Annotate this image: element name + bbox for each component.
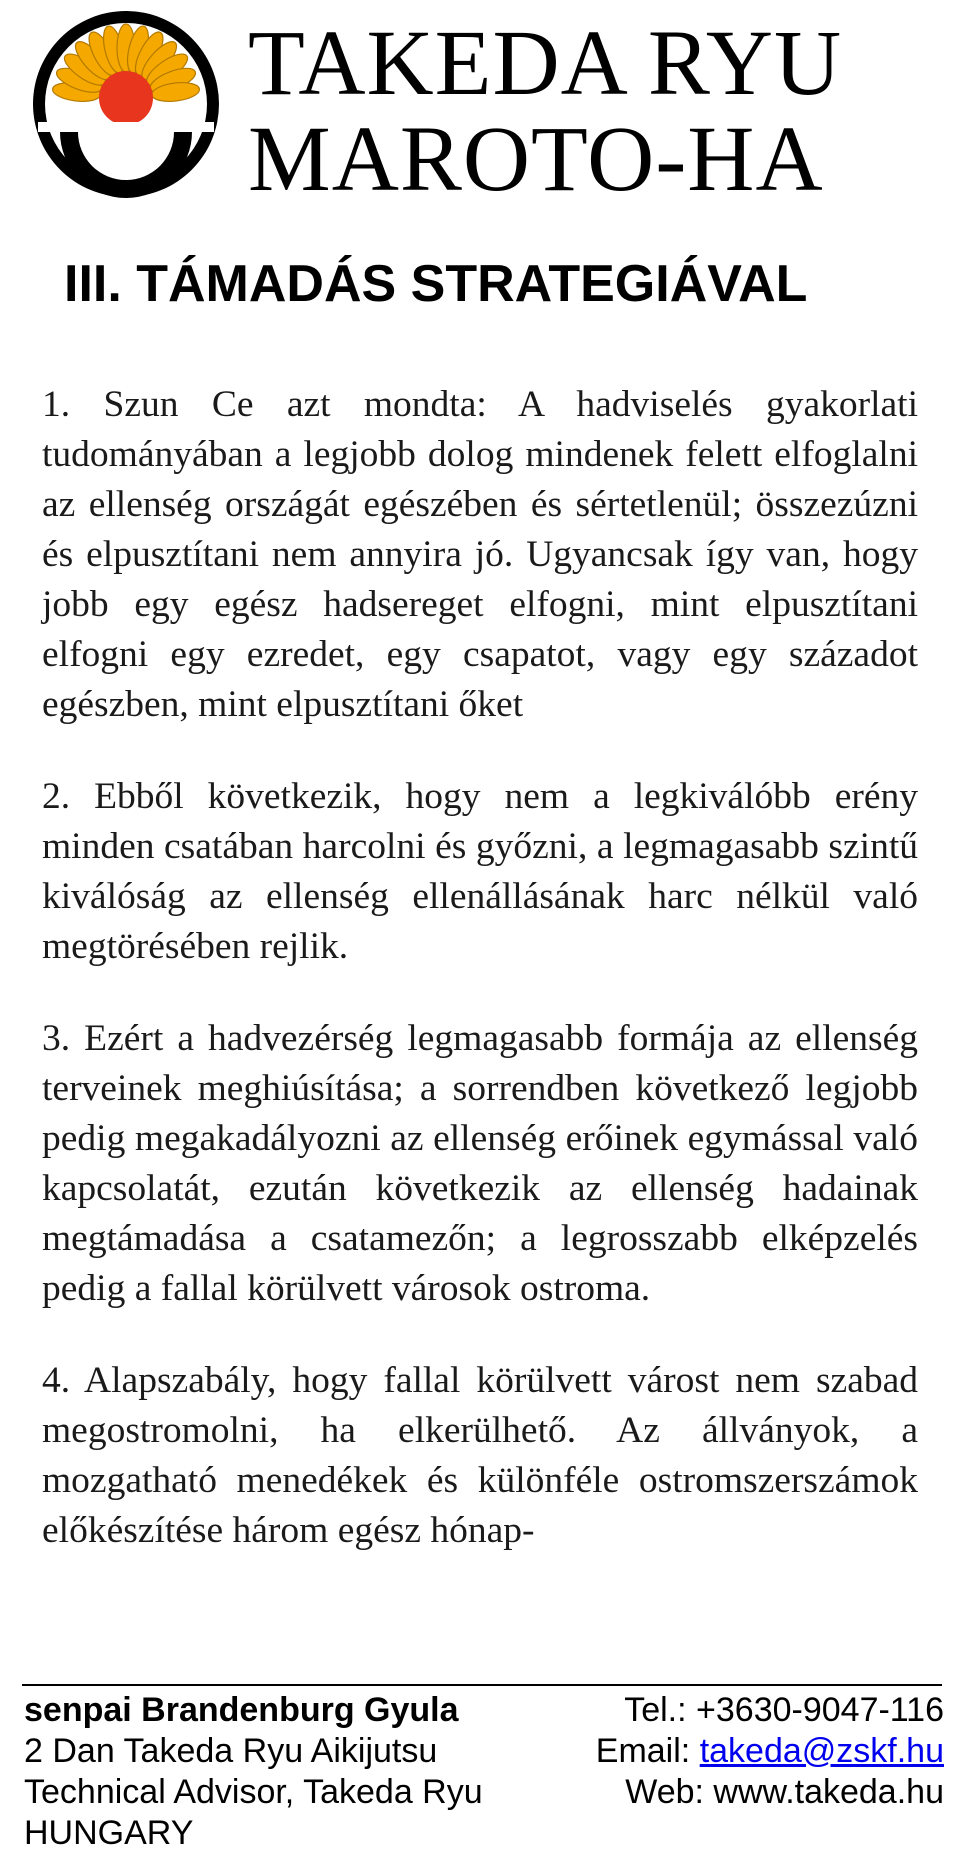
footer-contact-info: [596, 1690, 944, 1813]
page-header: [30, 8, 930, 211]
takeda-ryu-crest-icon: [30, 8, 222, 200]
footer-name: senpai Brandenburg Gyula: [24, 1691, 459, 1729]
brand-title-line2: MAROTO-HA: [248, 108, 824, 211]
body-text: [42, 380, 918, 1598]
footer-country: HUNGARY: [24, 1814, 194, 1852]
footer-role: Technical Advisor, Takeda Ryu: [24, 1773, 483, 1811]
footer-divider: [22, 1684, 942, 1686]
footer-email-link[interactable]: takeda@zskf.hu: [699, 1732, 944, 1770]
paragraph-2: 2. Ebből következik, hogy nem a legkiválóbb erény minden csatában harcolni és győzni, a legmagasabb szintű kiválóság az ellenség ellenállásának harc nélkül való megtörésében rejlik.: [42, 776, 918, 967]
footer-rank: 2 Dan Takeda Ryu Aikijutsu: [24, 1732, 438, 1770]
footer-tel: Tel.: +3630-9047-116: [624, 1691, 944, 1729]
footer-email-row: [596, 1731, 944, 1772]
paragraph-3: 3. Ezért a hadvezérség legmagasabb formája az ellenség terveinek meghiúsítása; a sorrendben következő legjobb pedig megakadályozni az ellenség erőinek egymással való kapcsolatát, ezután következik az ellenség hadainak megtámadása a csatamezőn; a legrosszabb elképzelés pedig a fallal körülvett városok ostroma.: [42, 1018, 918, 1309]
paragraph-1: 1. Szun Ce azt mondta: A hadviselés gyakorlati tudományában a legjobb dolog mindenek felett elfoglalni az ellenség országát egészében és sértetlenül; összezúzni és elpusztítani nem annyira jó. Ugyancsak így van, hogy jobb egy egész hadsereget elfogni, mint elpusztítani elfogni egy ezredet, egy csapatot, vagy egy századot egészben, mint elpusztítani őket: [42, 384, 918, 725]
footer-contact-person: [24, 1690, 483, 1854]
brand-title: [248, 12, 843, 211]
paragraph-4: 4. Alapszabály, hogy fallal körülvett várost nem szabad megostromolni, ha elkerülhető. Az állványok, a mozgatható menedékek és különféle ostromszerszámok előkészítése három egész hónap-: [42, 1360, 918, 1551]
brand-title-line1: TAKEDA RYU: [248, 12, 843, 115]
footer-web: Web: www.takeda.hu: [625, 1773, 944, 1811]
section-title: III. TÁMADÁS STRATEGIÁVAL: [64, 255, 808, 313]
footer-email-label: Email:: [595, 1732, 700, 1770]
